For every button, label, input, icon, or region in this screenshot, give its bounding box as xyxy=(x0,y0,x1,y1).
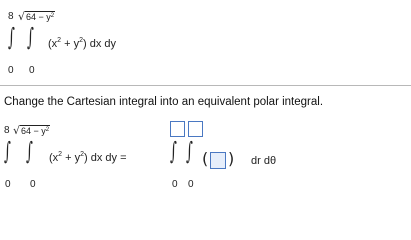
lhs-inner-integral-sign: ∫ xyxy=(26,137,33,165)
rhs-right-paren: ) xyxy=(228,149,235,168)
question-prompt: Change the Cartesian integral into an equivalent polar integral. xyxy=(4,96,324,108)
lhs-inner-upper-radicand: $64 - y^2$ xyxy=(21,126,50,136)
outer-upper-limit: 8 xyxy=(8,11,14,22)
sqrt-icon: √ xyxy=(18,10,26,23)
inner-upper-limit xyxy=(18,7,55,25)
inner-upper-radicand: $64 - y^2$ xyxy=(26,12,55,22)
outer-integral-sign: ∫ xyxy=(8,23,15,51)
lhs-inner-lower-limit: 0 xyxy=(30,179,36,190)
inner-integral-sign: ∫ xyxy=(27,23,34,51)
inner-upper-limit-input[interactable] xyxy=(188,121,203,137)
separator xyxy=(0,85,411,86)
rhs-outer-lower-limit: 0 xyxy=(172,179,178,190)
rhs-differential: dr dθ xyxy=(251,155,277,167)
integrand-input[interactable] xyxy=(210,152,226,169)
rhs-outer-integral-sign: ∫ xyxy=(170,137,177,165)
lhs-integrand: $(x^2 + y^2)$ dx dy = xyxy=(49,151,127,164)
lhs-outer-upper-limit: 8 xyxy=(4,125,10,136)
rhs-left-paren: ( xyxy=(202,149,209,168)
inner-lower-limit: 0 xyxy=(29,65,35,76)
lhs-outer-lower-limit: 0 xyxy=(5,179,11,190)
sqrt-icon: √ xyxy=(13,124,21,137)
rhs-inner-lower-limit: 0 xyxy=(188,179,194,190)
lhs-outer-integral-sign: ∫ xyxy=(4,137,11,165)
outer-upper-limit-input[interactable] xyxy=(170,121,185,137)
outer-lower-limit: 0 xyxy=(8,65,14,76)
original-integrand: $(x^2 + y^2)$ dx dy xyxy=(48,37,117,50)
rhs-inner-integral-sign: ∫ xyxy=(186,137,193,165)
